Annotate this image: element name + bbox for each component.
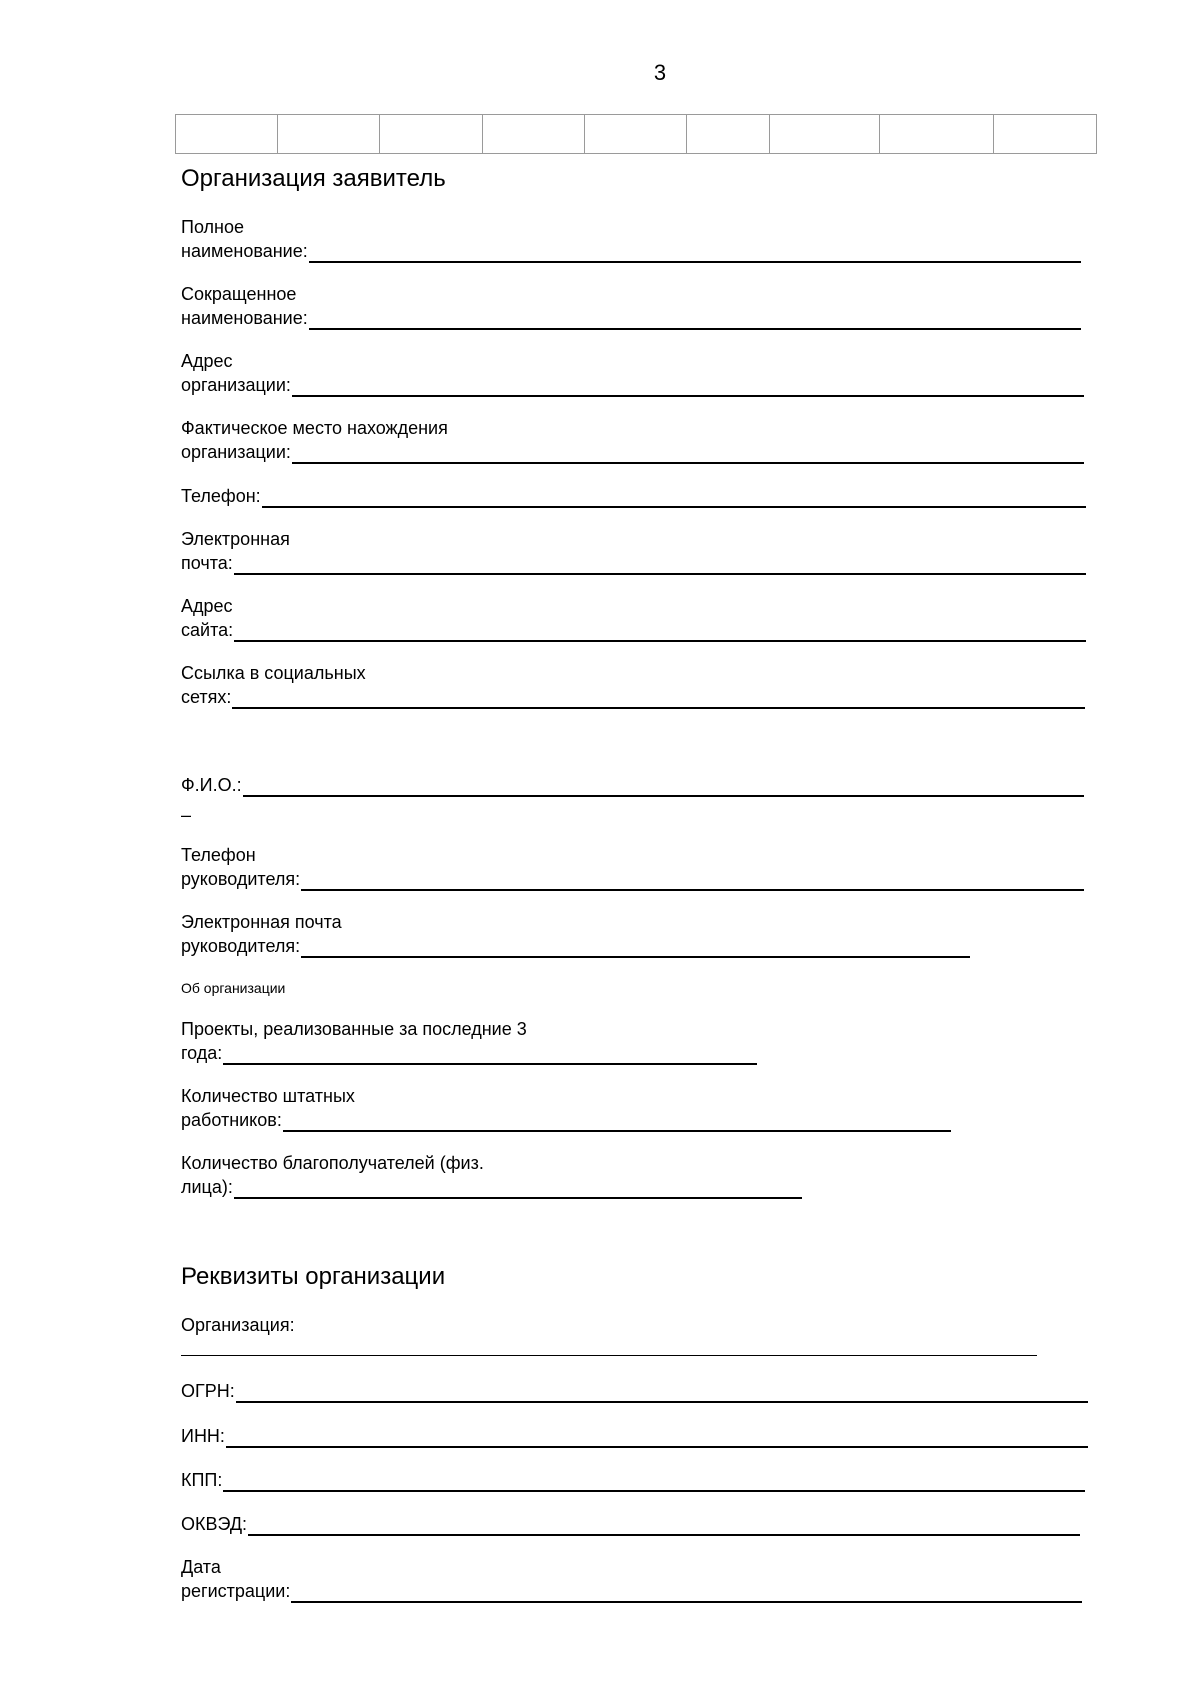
- header-table: [175, 114, 1097, 154]
- short-name-field[interactable]: [181, 282, 1081, 330]
- field-label: Телефон:: [181, 486, 261, 506]
- field-label-line1: Адрес: [181, 596, 233, 616]
- beneficiaries-field[interactable]: [181, 1151, 802, 1199]
- field-label: почта:: [181, 553, 233, 573]
- table-cell[interactable]: [770, 115, 880, 154]
- staff-count-field[interactable]: [181, 1084, 951, 1132]
- social-links-field[interactable]: [181, 661, 1085, 709]
- short-name-input-line[interactable]: [309, 310, 1081, 330]
- table-cell[interactable]: [483, 115, 585, 154]
- website-field[interactable]: [181, 594, 1086, 642]
- applicant-section-title: Организация заявитель: [181, 165, 446, 192]
- address-field[interactable]: [181, 349, 1084, 397]
- full-name-input-line[interactable]: [309, 243, 1081, 263]
- registration-date-input-line[interactable]: [291, 1583, 1082, 1603]
- ogrn-input-line[interactable]: [236, 1383, 1088, 1403]
- inn-input-line[interactable]: [226, 1428, 1088, 1448]
- head-email-input-line[interactable]: [301, 938, 970, 958]
- kpp-field[interactable]: [181, 1468, 1085, 1492]
- fio-field[interactable]: [181, 773, 1084, 797]
- field-label: работников:: [181, 1110, 282, 1130]
- table-cell[interactable]: [994, 115, 1097, 154]
- field-label-line1: Полное: [181, 217, 245, 237]
- field-label: ОКВЭД:: [181, 1514, 248, 1534]
- registration-date-field[interactable]: [181, 1555, 1082, 1603]
- field-label: ОГРН:: [181, 1381, 235, 1401]
- actual-location-field[interactable]: [181, 416, 1084, 464]
- ogrn-field[interactable]: [181, 1379, 1088, 1403]
- phone-field[interactable]: [181, 484, 1086, 508]
- actual-location-input-line[interactable]: [292, 444, 1084, 464]
- field-label-line1: Электронная: [181, 529, 290, 549]
- dash-mark: –: [181, 805, 192, 825]
- staff-count-input-line[interactable]: [283, 1112, 951, 1132]
- table-cell[interactable]: [687, 115, 770, 154]
- table-cell[interactable]: [278, 115, 380, 154]
- field-label: организации:: [181, 375, 291, 395]
- field-label-line1: Количество благополучателей (физ.: [181, 1153, 484, 1173]
- field-label: сетях:: [181, 687, 232, 707]
- head-email-field[interactable]: [181, 910, 970, 958]
- field-label-line1: Телефон: [181, 845, 256, 865]
- requisites-section-title: Реквизиты организации: [181, 1263, 446, 1290]
- field-label: наименование:: [181, 308, 308, 328]
- field-label: регистрации:: [181, 1581, 291, 1601]
- projects-input-line[interactable]: [223, 1045, 757, 1065]
- field-label: Ф.И.О.:: [181, 775, 242, 795]
- social-links-input-line[interactable]: [232, 689, 1085, 709]
- table-cell[interactable]: [585, 115, 687, 154]
- field-label: года:: [181, 1043, 223, 1063]
- table-cell[interactable]: [380, 115, 483, 154]
- field-label: наименование:: [181, 241, 308, 261]
- table-cell[interactable]: [176, 115, 278, 154]
- field-label: руководителя:: [181, 869, 301, 889]
- okved-field[interactable]: [181, 1512, 1080, 1536]
- page-number: 3: [653, 60, 667, 85]
- field-label: КПП:: [181, 1470, 223, 1490]
- organization-input-line[interactable]: [181, 1355, 1037, 1356]
- fio-input-line[interactable]: [243, 777, 1084, 797]
- full-name-field[interactable]: [181, 215, 1081, 263]
- field-label: руководителя:: [181, 936, 301, 956]
- email-field[interactable]: [181, 527, 1086, 575]
- okved-input-line[interactable]: [248, 1516, 1080, 1536]
- address-input-line[interactable]: [292, 377, 1084, 397]
- website-input-line[interactable]: [234, 622, 1086, 642]
- field-label: сайта:: [181, 620, 234, 640]
- field-label-line1: Количество штатных: [181, 1086, 355, 1106]
- field-label-line1: Проекты, реализованные за последние 3: [181, 1019, 527, 1039]
- head-phone-input-line[interactable]: [301, 871, 1084, 891]
- about-section-title: Об организации: [181, 980, 286, 996]
- field-label-line1: Сокращенное: [181, 284, 297, 304]
- kpp-input-line[interactable]: [223, 1472, 1085, 1492]
- field-label-line1: Дата: [181, 1557, 221, 1577]
- email-input-line[interactable]: [234, 555, 1086, 575]
- inn-field[interactable]: [181, 1424, 1088, 1448]
- field-label: лица):: [181, 1177, 233, 1197]
- field-label-line1: Фактическое место нахождения: [181, 418, 448, 438]
- field-label: ИНН:: [181, 1426, 225, 1446]
- table-cell[interactable]: [880, 115, 994, 154]
- projects-field[interactable]: [181, 1017, 757, 1065]
- field-label-line1: Электронная почта: [181, 912, 342, 932]
- phone-input-line[interactable]: [262, 488, 1086, 508]
- beneficiaries-input-line[interactable]: [234, 1179, 802, 1199]
- head-phone-field[interactable]: [181, 843, 1084, 891]
- field-label-line1: Ссылка в социальных: [181, 663, 366, 683]
- organization-label: Организация:: [181, 1315, 295, 1335]
- field-label-line1: Адрес: [181, 351, 233, 371]
- field-label: организации:: [181, 442, 291, 462]
